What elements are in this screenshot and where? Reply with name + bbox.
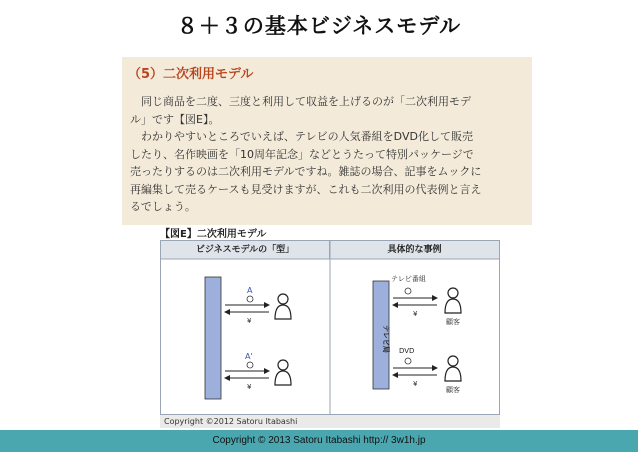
customer-icon (275, 360, 291, 385)
slide-title: ８＋３の基本ビジネスモデル (176, 14, 462, 38)
product-circle-icon (405, 288, 411, 294)
body-line: 再編集して売るケースも見受けますが、これも二次利用の代表例と言え (130, 182, 482, 196)
company-bar (205, 277, 221, 399)
customer-label: 顧客 (446, 386, 460, 394)
customer-icon (445, 356, 461, 381)
right-panel-header: 具体的な事例 (330, 241, 499, 259)
figure-secondary-use-model (160, 225, 500, 428)
customer-icon (445, 288, 461, 313)
figure-diagram (161, 241, 499, 414)
product-circle-icon (247, 362, 253, 368)
figure-caption: 【図E】二次利用モデル (160, 229, 267, 240)
article-excerpt (122, 57, 532, 225)
footer-bar (0, 430, 638, 452)
product-circle-icon (247, 296, 253, 302)
yen-label: ¥ (247, 383, 252, 391)
tv-station-label: テレビ局 (382, 325, 390, 353)
body-line: したり、名作映画を「10周年記念」などとうたって特別パッケージで (130, 147, 474, 161)
body-line: るでしょう。 (130, 200, 196, 213)
body-line: 売ったりするのは二次利用モデルですね。雑誌の場合、記事をムックに (130, 165, 482, 178)
article-body (130, 93, 526, 216)
product-label-a-prime: A' (245, 352, 253, 361)
section-heading: （5）二次利用モデル (128, 67, 254, 82)
customer-label: 顧客 (446, 318, 460, 326)
footer-text: Copyright © 2013 Satoru Itabashi http:// 3w1h.jp (212, 435, 426, 446)
tv-program-label: テレビ番組 (391, 275, 426, 283)
yen-label: ¥ (247, 317, 252, 325)
left-panel-header: ビジネスモデルの「型」 (161, 241, 330, 259)
customer-icon (275, 294, 291, 319)
body-line: ル」です【図E】。 (130, 112, 220, 126)
yen-label: ¥ (413, 380, 418, 388)
body-line: 同じ商品を二度、三度と利用して収益を上げるのが「二次利用モデ (130, 95, 471, 108)
figure-frame (160, 240, 500, 415)
product-label-a: A (247, 286, 253, 295)
body-line: わかりやすいところでいえば、テレビの人気番組をDVD化して販売 (130, 130, 473, 143)
product-circle-icon (405, 358, 411, 364)
yen-label: ¥ (413, 310, 418, 318)
figure-copyright: Copyright ©2012 Satoru Itabashi (160, 415, 500, 428)
dvd-label: DVD (399, 347, 415, 355)
